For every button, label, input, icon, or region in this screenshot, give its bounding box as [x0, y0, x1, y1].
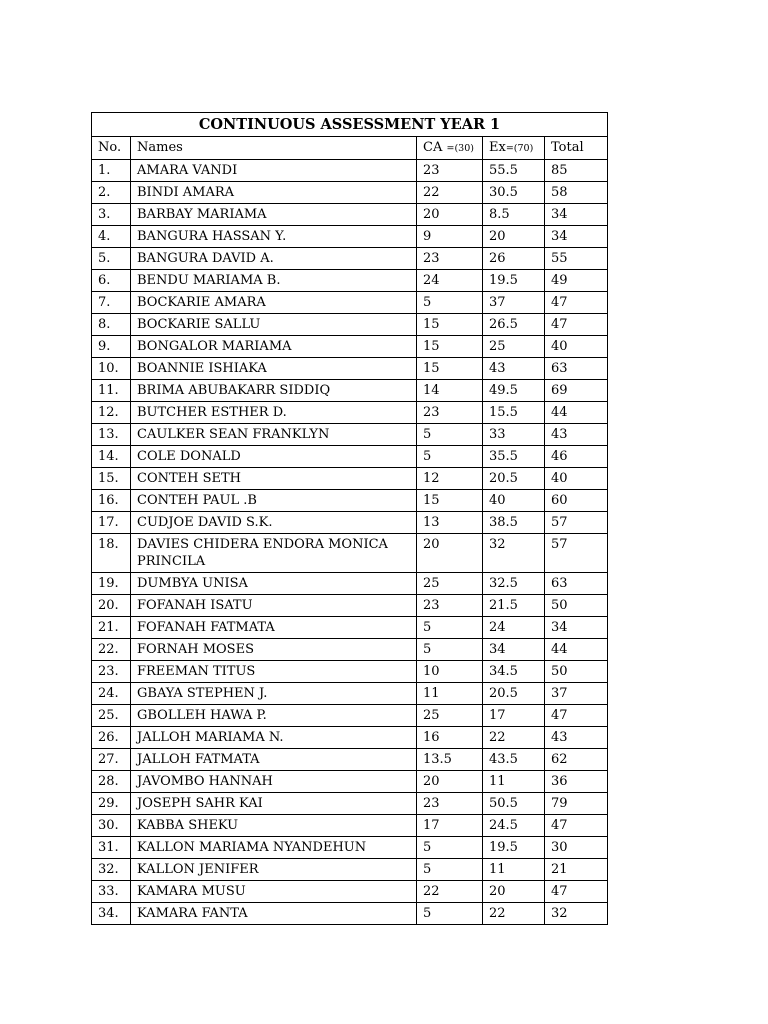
title-row	[92, 113, 608, 137]
total-score: 46	[545, 446, 608, 468]
ca-score: 20	[417, 771, 483, 793]
ca-score: 16	[417, 727, 483, 749]
row-number: 16.	[92, 490, 131, 512]
student-name: DAVIES CHIDERA ENDORA MONICA PRINCILA	[131, 534, 417, 573]
table-row	[92, 573, 608, 595]
ca-score: 15	[417, 314, 483, 336]
ca-score: 15	[417, 358, 483, 380]
total-score: 57	[545, 534, 608, 573]
exam-score: 15.5	[483, 402, 545, 424]
row-number: 14.	[92, 446, 131, 468]
exam-score: 55.5	[483, 160, 545, 182]
total-score: 62	[545, 749, 608, 771]
total-score: 32	[545, 903, 608, 925]
assessment-sheet	[91, 112, 607, 925]
total-score: 44	[545, 639, 608, 661]
ca-score: 20	[417, 534, 483, 573]
row-number: 2.	[92, 182, 131, 204]
total-score: 47	[545, 815, 608, 837]
row-number: 9.	[92, 336, 131, 358]
row-number: 23.	[92, 661, 131, 683]
row-number: 7.	[92, 292, 131, 314]
row-number: 12.	[92, 402, 131, 424]
ca-score: 15	[417, 336, 483, 358]
ca-score: 5	[417, 859, 483, 881]
table-row	[92, 683, 608, 705]
row-number: 19.	[92, 573, 131, 595]
table-row	[92, 512, 608, 534]
exam-score: 30.5	[483, 182, 545, 204]
ca-score: 25	[417, 573, 483, 595]
exam-score: 19.5	[483, 270, 545, 292]
table-row	[92, 705, 608, 727]
table-row	[92, 793, 608, 815]
table-row	[92, 358, 608, 380]
total-score: 40	[545, 468, 608, 490]
row-number: 6.	[92, 270, 131, 292]
ca-score: 22	[417, 182, 483, 204]
student-name: CAULKER SEAN FRANKLYN	[131, 424, 417, 446]
header-ex-label: Ex	[489, 140, 506, 155]
ca-score: 23	[417, 595, 483, 617]
row-number: 21.	[92, 617, 131, 639]
table-row	[92, 881, 608, 903]
table-row	[92, 248, 608, 270]
ca-score: 20	[417, 204, 483, 226]
row-number: 24.	[92, 683, 131, 705]
ca-score: 22	[417, 881, 483, 903]
total-score: 50	[545, 661, 608, 683]
student-name: FORNAH MOSES	[131, 639, 417, 661]
student-name: BARBAY MARIAMA	[131, 204, 417, 226]
student-name: KABBA SHEKU	[131, 815, 417, 837]
total-score: 40	[545, 336, 608, 358]
total-score: 85	[545, 160, 608, 182]
student-name: BOANNIE ISHIAKA	[131, 358, 417, 380]
table-row	[92, 837, 608, 859]
row-number: 13.	[92, 424, 131, 446]
ca-score: 23	[417, 793, 483, 815]
table-row	[92, 815, 608, 837]
student-name: KALLON JENIFER	[131, 859, 417, 881]
row-number: 28.	[92, 771, 131, 793]
student-name: DUMBYA UNISA	[131, 573, 417, 595]
exam-score: 40	[483, 490, 545, 512]
row-number: 34.	[92, 903, 131, 925]
exam-score: 32	[483, 534, 545, 573]
table-row	[92, 270, 608, 292]
table-row	[92, 534, 608, 573]
exam-score: 19.5	[483, 837, 545, 859]
row-number: 8.	[92, 314, 131, 336]
row-number: 33.	[92, 881, 131, 903]
exam-score: 43.5	[483, 749, 545, 771]
total-score: 34	[545, 204, 608, 226]
exam-score: 43	[483, 358, 545, 380]
table-row	[92, 727, 608, 749]
student-name: BINDI AMARA	[131, 182, 417, 204]
table-row	[92, 903, 608, 925]
total-score: 47	[545, 881, 608, 903]
exam-score: 33	[483, 424, 545, 446]
ca-score: 5	[417, 424, 483, 446]
exam-score: 34.5	[483, 661, 545, 683]
exam-score: 20.5	[483, 468, 545, 490]
exam-score: 24	[483, 617, 545, 639]
student-name: BUTCHER ESTHER D.	[131, 402, 417, 424]
row-number: 27.	[92, 749, 131, 771]
header-ca-max: =(30)	[446, 143, 474, 154]
exam-score: 22	[483, 903, 545, 925]
exam-score: 8.5	[483, 204, 545, 226]
table-row	[92, 380, 608, 402]
table-row	[92, 402, 608, 424]
table-row	[92, 226, 608, 248]
total-score: 69	[545, 380, 608, 402]
exam-score: 49.5	[483, 380, 545, 402]
header-ca	[417, 137, 483, 160]
table-row	[92, 292, 608, 314]
header-names: Names	[131, 137, 417, 160]
row-number: 32.	[92, 859, 131, 881]
student-name: KAMARA MUSU	[131, 881, 417, 903]
total-score: 44	[545, 402, 608, 424]
exam-score: 20.5	[483, 683, 545, 705]
total-score: 55	[545, 248, 608, 270]
ca-score: 11	[417, 683, 483, 705]
total-score: 79	[545, 793, 608, 815]
table-row	[92, 160, 608, 182]
total-score: 47	[545, 314, 608, 336]
ca-score: 9	[417, 226, 483, 248]
row-number: 4.	[92, 226, 131, 248]
table-row	[92, 771, 608, 793]
assessment-table	[91, 112, 608, 925]
table-title: CONTINUOUS ASSESSMENT YEAR 1	[92, 113, 608, 137]
header-ca-label: CA	[423, 140, 443, 155]
ca-score: 5	[417, 446, 483, 468]
exam-score: 22	[483, 727, 545, 749]
student-name: AMARA VANDI	[131, 160, 417, 182]
total-score: 60	[545, 490, 608, 512]
exam-score: 11	[483, 771, 545, 793]
header-row	[92, 137, 608, 160]
total-score: 58	[545, 182, 608, 204]
exam-score: 20	[483, 881, 545, 903]
ca-score: 24	[417, 270, 483, 292]
student-name: JAVOMBO HANNAH	[131, 771, 417, 793]
ca-score: 23	[417, 402, 483, 424]
total-score: 63	[545, 358, 608, 380]
exam-score: 21.5	[483, 595, 545, 617]
exam-score: 11	[483, 859, 545, 881]
table-row	[92, 446, 608, 468]
student-name: GBAYA STEPHEN J.	[131, 683, 417, 705]
ca-score: 23	[417, 248, 483, 270]
row-number: 3.	[92, 204, 131, 226]
exam-score: 37	[483, 292, 545, 314]
table-row	[92, 314, 608, 336]
row-number: 11.	[92, 380, 131, 402]
row-number: 1.	[92, 160, 131, 182]
exam-score: 17	[483, 705, 545, 727]
ca-score: 10	[417, 661, 483, 683]
exam-score: 25	[483, 336, 545, 358]
row-number: 20.	[92, 595, 131, 617]
ca-score: 14	[417, 380, 483, 402]
table-body	[92, 160, 608, 925]
student-name: BOCKARIE AMARA	[131, 292, 417, 314]
student-name: CONTEH PAUL .B	[131, 490, 417, 512]
total-score: 43	[545, 727, 608, 749]
total-score: 47	[545, 292, 608, 314]
student-name: KALLON MARIAMA NYANDEHUN	[131, 837, 417, 859]
row-number: 5.	[92, 248, 131, 270]
total-score: 63	[545, 573, 608, 595]
student-name: COLE DONALD	[131, 446, 417, 468]
exam-score: 20	[483, 226, 545, 248]
student-name: JOSEPH SAHR KAI	[131, 793, 417, 815]
ca-score: 5	[417, 903, 483, 925]
total-score: 21	[545, 859, 608, 881]
row-number: 31.	[92, 837, 131, 859]
total-score: 36	[545, 771, 608, 793]
header-ex	[483, 137, 545, 160]
row-number: 29.	[92, 793, 131, 815]
row-number: 26.	[92, 727, 131, 749]
row-number: 15.	[92, 468, 131, 490]
table-row	[92, 204, 608, 226]
student-name: BANGURA HASSAN Y.	[131, 226, 417, 248]
exam-score: 35.5	[483, 446, 545, 468]
ca-score: 15	[417, 490, 483, 512]
row-number: 17.	[92, 512, 131, 534]
student-name: BENDU MARIAMA B.	[131, 270, 417, 292]
total-score: 34	[545, 226, 608, 248]
table-row	[92, 661, 608, 683]
student-name: CONTEH SETH	[131, 468, 417, 490]
ca-score: 12	[417, 468, 483, 490]
student-name: GBOLLEH HAWA P.	[131, 705, 417, 727]
student-name: FOFANAH ISATU	[131, 595, 417, 617]
total-score: 57	[545, 512, 608, 534]
row-number: 22.	[92, 639, 131, 661]
student-name: JALLOH FATMATA	[131, 749, 417, 771]
ca-score: 13	[417, 512, 483, 534]
ca-score: 17	[417, 815, 483, 837]
student-name: FOFANAH FATMATA	[131, 617, 417, 639]
ca-score: 23	[417, 160, 483, 182]
row-number: 25.	[92, 705, 131, 727]
table-row	[92, 617, 608, 639]
header-ex-max: =(70)	[505, 143, 534, 154]
table-row	[92, 859, 608, 881]
table-row	[92, 749, 608, 771]
ca-score: 5	[417, 837, 483, 859]
table-row	[92, 595, 608, 617]
header-no: No.	[92, 137, 131, 160]
table-row	[92, 336, 608, 358]
exam-score: 32.5	[483, 573, 545, 595]
total-score: 47	[545, 705, 608, 727]
total-score: 34	[545, 617, 608, 639]
student-name: JALLOH MARIAMA N.	[131, 727, 417, 749]
ca-score: 5	[417, 639, 483, 661]
row-number: 18.	[92, 534, 131, 573]
student-name: FREEMAN TITUS	[131, 661, 417, 683]
table-row	[92, 468, 608, 490]
exam-score: 38.5	[483, 512, 545, 534]
total-score: 30	[545, 837, 608, 859]
exam-score: 50.5	[483, 793, 545, 815]
student-name: BOCKARIE SALLU	[131, 314, 417, 336]
ca-score: 13.5	[417, 749, 483, 771]
exam-score: 24.5	[483, 815, 545, 837]
row-number: 10.	[92, 358, 131, 380]
total-score: 43	[545, 424, 608, 446]
total-score: 37	[545, 683, 608, 705]
table-row	[92, 639, 608, 661]
row-number: 30.	[92, 815, 131, 837]
total-score: 50	[545, 595, 608, 617]
exam-score: 26.5	[483, 314, 545, 336]
table-row	[92, 424, 608, 446]
table-row	[92, 182, 608, 204]
student-name: CUDJOE DAVID S.K.	[131, 512, 417, 534]
student-name: BANGURA DAVID A.	[131, 248, 417, 270]
exam-score: 34	[483, 639, 545, 661]
table-row	[92, 490, 608, 512]
student-name: KAMARA FANTA	[131, 903, 417, 925]
ca-score: 5	[417, 292, 483, 314]
header-total: Total	[545, 137, 608, 160]
ca-score: 5	[417, 617, 483, 639]
total-score: 49	[545, 270, 608, 292]
student-name: BRIMA ABUBAKARR SIDDIQ	[131, 380, 417, 402]
exam-score: 26	[483, 248, 545, 270]
student-name: BONGALOR MARIAMA	[131, 336, 417, 358]
ca-score: 25	[417, 705, 483, 727]
